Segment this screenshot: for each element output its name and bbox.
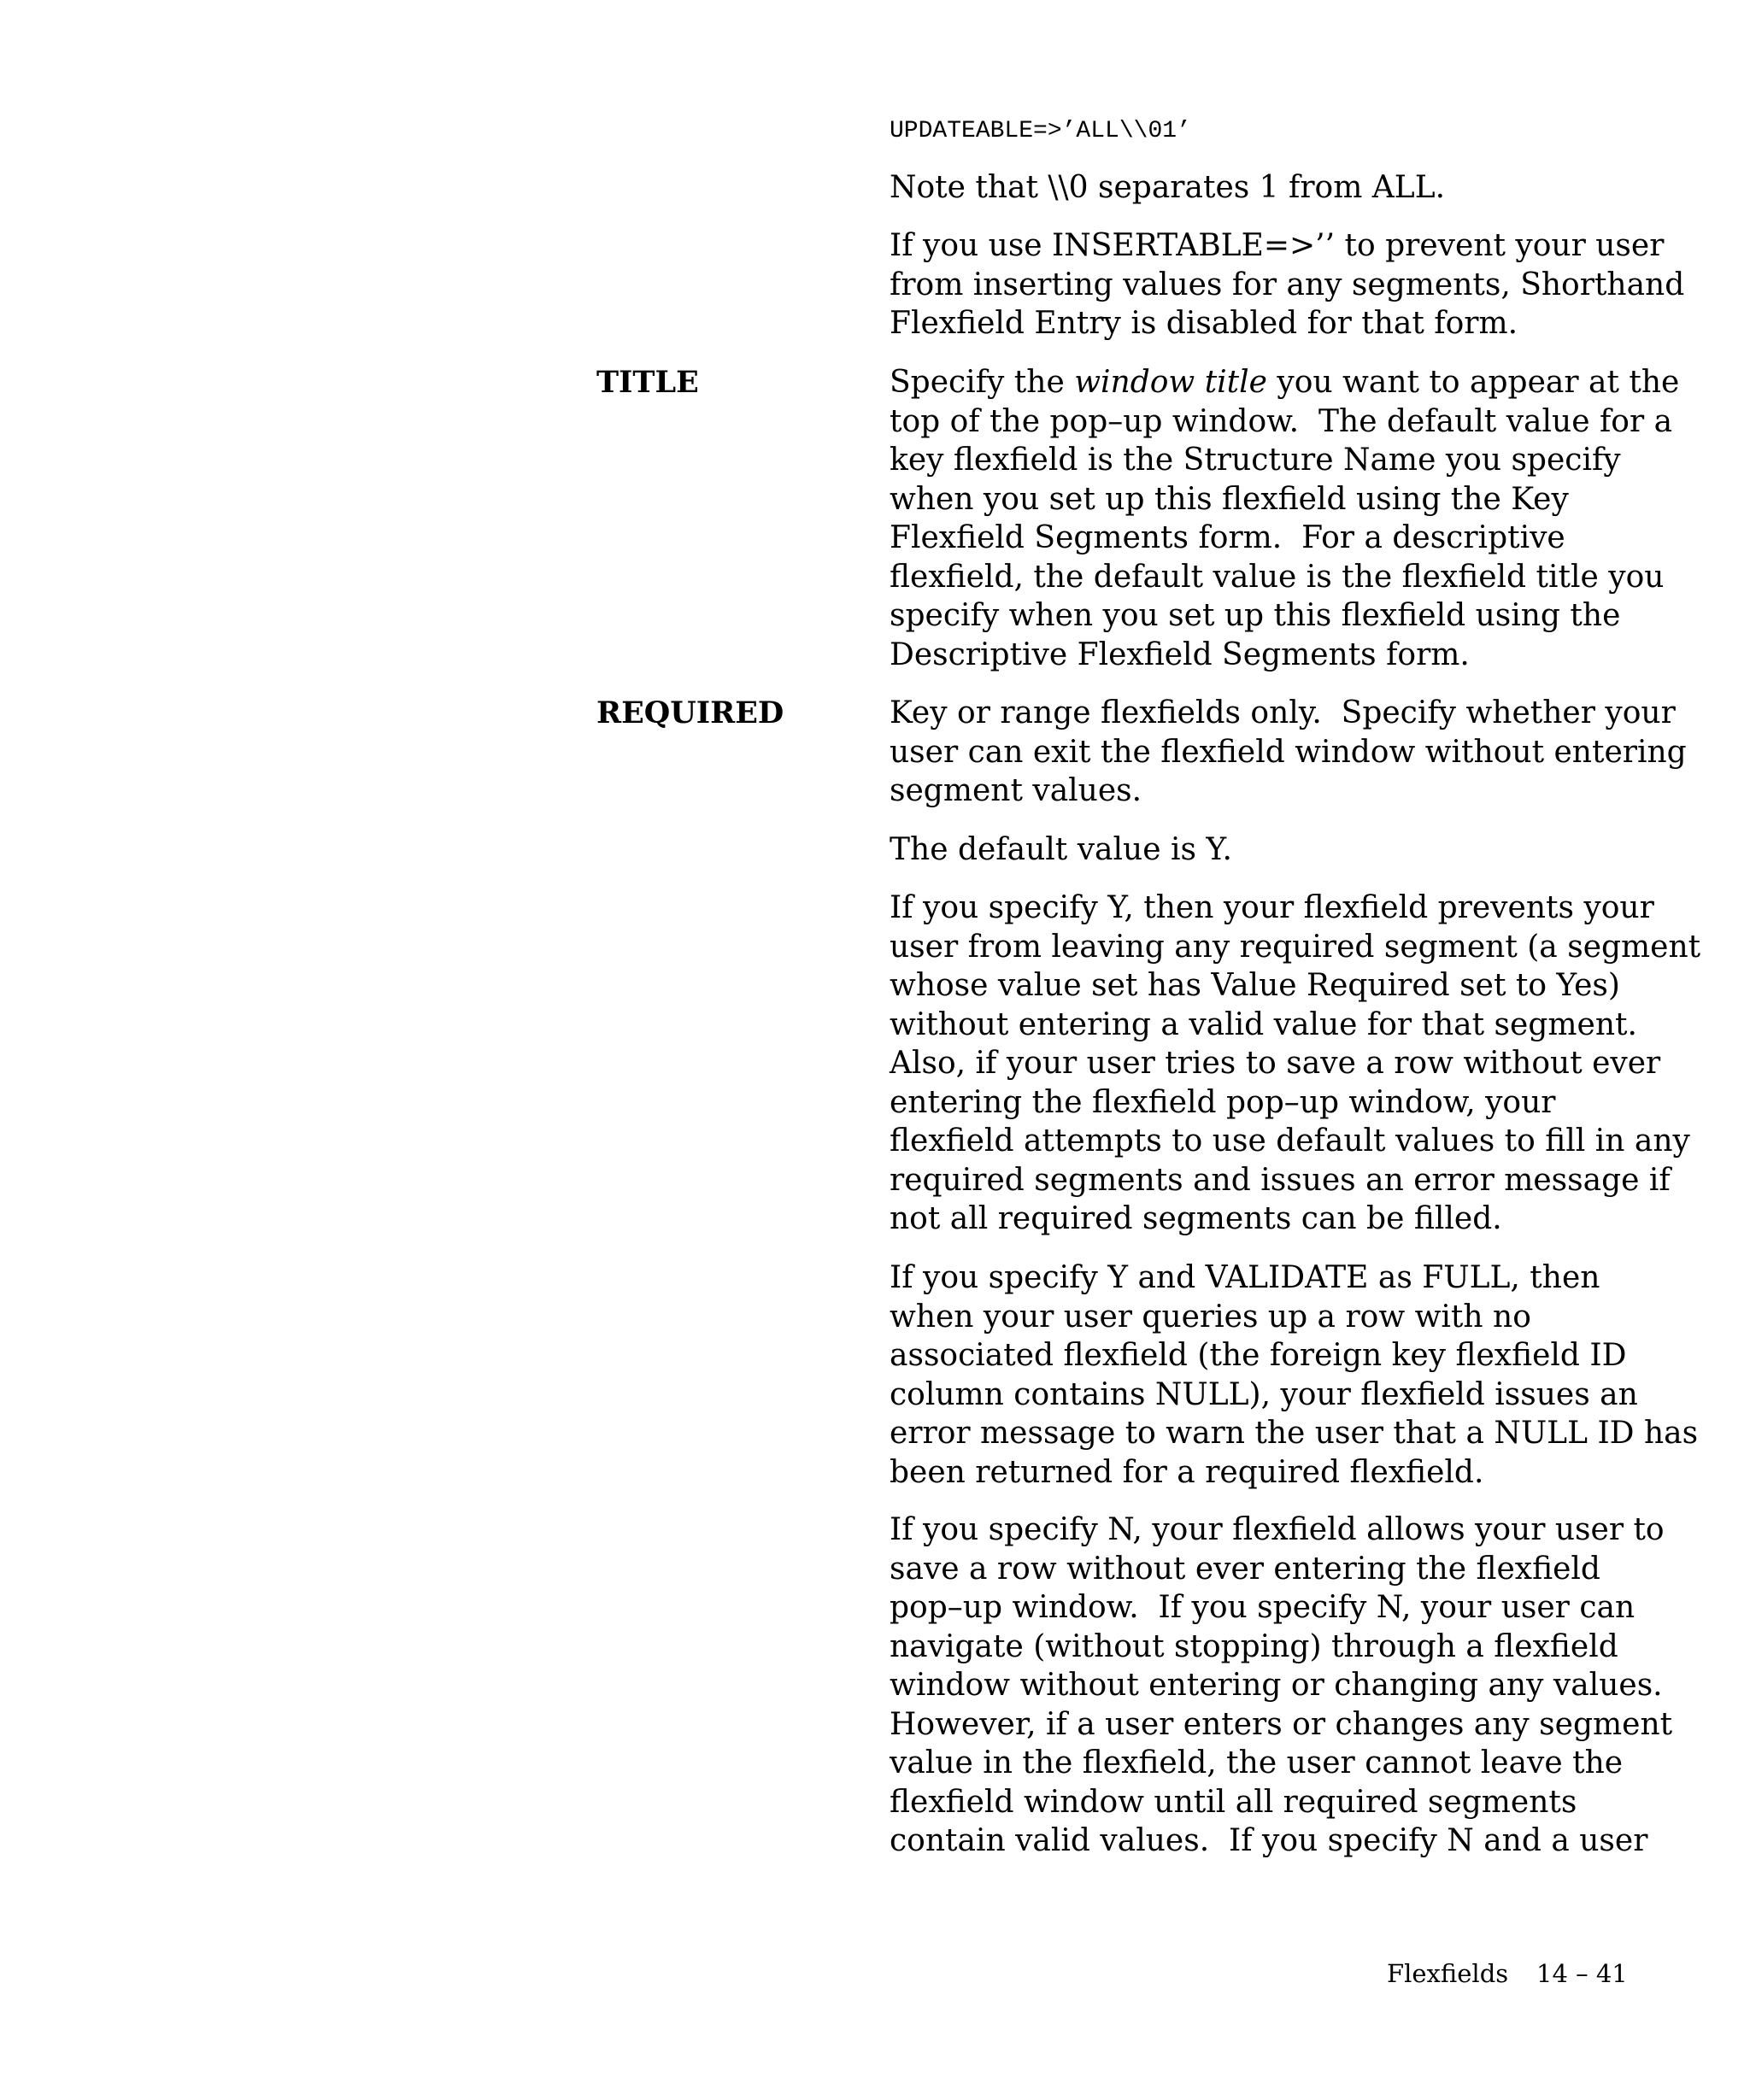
code-example: UPDATEABLE=>’ALL\\01’	[890, 118, 1191, 144]
required-paragraph-4: If you specify Y and VALIDATE as FULL, then when your user queries up a row with no associated flexfield (the foreign key flexfield ID column contains NULL), your flexfield issues an error message to warn the user that a NULL ID has been returned for a required flexfield.	[890, 1260, 1699, 1490]
term-required: REQUIRED	[596, 695, 784, 730]
term-title: TITLE	[596, 365, 699, 400]
footer-page-number: 14 – 41	[1536, 1959, 1628, 1988]
title-description-italic: window title	[1074, 365, 1267, 400]
footer-section-name: Flexfields	[1387, 1959, 1509, 1988]
required-paragraph-1: Key or range flexfields only. Specify whether your user can exit the flexfield window without entering segment values.	[890, 695, 1687, 808]
required-paragraph-3: If you specify Y, then your flexfield prevents your user from leaving any required segment (a segment whose value set has Value Required set to Yes) without entering a valid value for that segment. Also, if your user tries to save a row without ever entering the flexfield pop–up window, your flexfield attempts to use default values to fill in any required segments and issues an error message if not all required segments can be filled.	[890, 890, 1701, 1236]
title-description	[890, 363, 1680, 674]
title-description-prefix: Specify the	[890, 365, 1075, 400]
title-description-rest: you want to appear at the top of the pop–up window. The default value for a key flexfield is the Structure Name you specify when you set up this flexfield using the Key Flexfield Segments form. For a descriptive flexfield, the default value is the flexfield title you specify when you set up this flexfield using the Descriptive Flexfield Segments form.	[890, 365, 1680, 672]
note-insertable: If you use INSERTABLE=>’’ to prevent your user from inserting values for any segments, Shorthand Flexfield Entry is disabled for that form.	[890, 228, 1685, 341]
required-paragraph-5: If you specify N, your flexfield allows your user to save a row without ever entering the flexfield pop–up window. If you specify N, your user can navigate (without stopping) through a flexfield window without entering or changing any values. However, if a user enters or changes any segment value in the flexfield, the user cannot leave the flexfield window until all required segments contain valid values. If you specify N and a user	[890, 1512, 1673, 1858]
required-paragraph-2: The default value is Y.	[890, 832, 1232, 867]
note-separator: Note that \\0 separates 1 from ALL.	[890, 170, 1446, 205]
